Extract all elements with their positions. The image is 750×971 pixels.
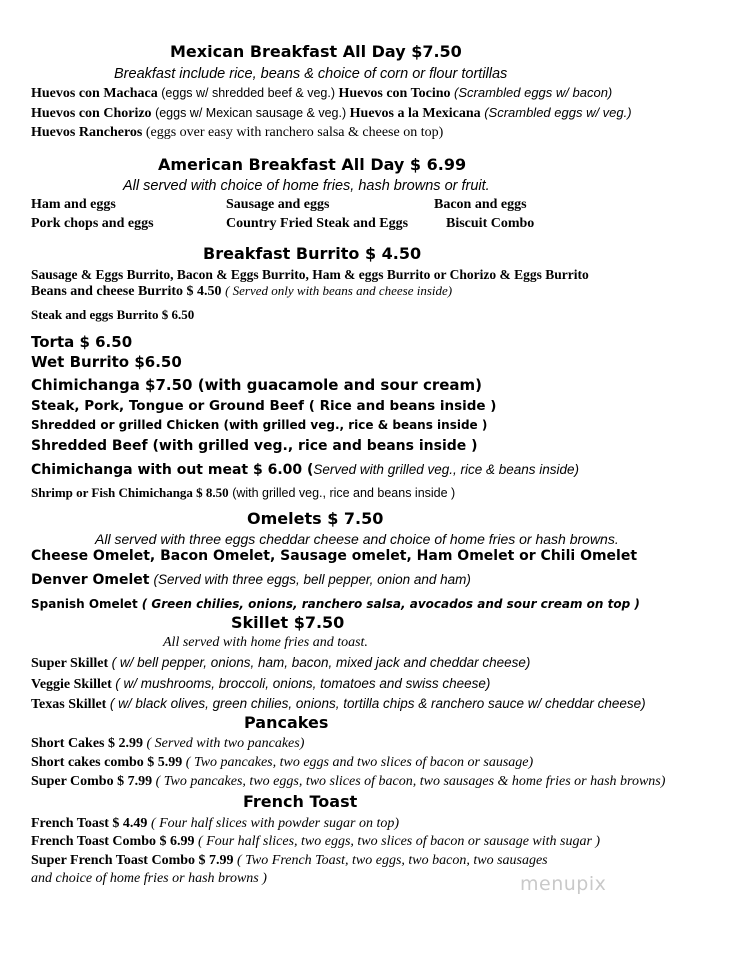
spanish-desc: ( Green chilies, onions, ranchero salsa, avocados and sour cream on top ) [141, 597, 640, 611]
omelets-subtitle: All served with three eggs cheddar cheese and choice of home fries or hash browns. [95, 531, 619, 547]
texas-skillet-desc: ( w/ black olives, green chilies, onions, tortilla chips & ranchero sauce w/ cheddar cheese) [109, 696, 646, 711]
texas-skillet-name: Texas Skillet [31, 697, 107, 712]
machaca-name: Huevos con Machaca [31, 86, 158, 101]
mexican-row-3 [31, 125, 443, 141]
super-french-desc-2: and choice of home fries or hash browns ) [31, 871, 267, 886]
chorizo-desc: (eggs w/ Mexican sausage & veg.) [155, 106, 347, 120]
mexican-subtitle: Breakfast include rice, beans & choice of corn or flour tortillas [114, 66, 508, 82]
shrimp-desc: (with grilled veg., rice and beans inside ) [232, 486, 456, 500]
beans-burrito-name: Beans and cheese Burrito $ 4.50 [31, 284, 222, 299]
skillet-title: Skillet $7.50 [231, 613, 345, 632]
shrimp-name: Shrimp or Fish Chimichanga $ 8.50 [31, 485, 229, 500]
machaca-desc: (eggs w/ shredded beef & veg.) [161, 86, 335, 100]
super-skillet-desc: ( w/ bell pepper, onions, ham, bacon, mixed jack and cheddar cheese) [111, 655, 531, 670]
texas-skillet [31, 696, 646, 713]
super-french-name: Super French Toast Combo $ 7.99 [31, 853, 234, 868]
french-toast-combo [31, 834, 600, 850]
chimichanga-no-meat [31, 461, 579, 479]
american-subtitle: All served with choice of home fries, hash browns or fruit. [123, 178, 490, 194]
tocino-name: Huevos con Tocino [338, 86, 451, 101]
mexican-row-1 [31, 85, 612, 102]
rancheros-name: Huevos Rancheros [31, 125, 143, 140]
veggie-skillet-name: Veggie Skillet [31, 677, 112, 692]
wet-burrito: Wet Burrito $6.50 [31, 353, 182, 371]
torta: Torta $ 6.50 [31, 333, 133, 351]
american-item: Bacon and eggs [434, 197, 527, 212]
mexican-row-2 [31, 105, 632, 122]
burrito-line-2 [31, 283, 452, 300]
chimichanga-chicken: Shredded or grilled Chicken (with grilled veg., rice & beans inside ) [31, 418, 488, 432]
chimichanga: Chimichanga $7.50 (with guacamole and sour cream) [31, 376, 483, 394]
french-combo-name: French Toast Combo $ 6.99 [31, 834, 195, 849]
no-meat-name: Chimichanga with out meat $ 6.00 ( [31, 462, 314, 478]
short-cakes-desc: ( Served with two pancakes) [146, 736, 305, 751]
chimichanga-beef: Shredded Beef (with grilled veg., rice and beans inside ) [31, 438, 478, 454]
spanish-omelet [31, 595, 640, 613]
denver-omelet [31, 571, 471, 589]
super-french-toast [31, 853, 548, 869]
super-combo-name: Super Combo $ 7.99 [31, 774, 153, 789]
american-item: Pork chops and eggs [31, 216, 154, 231]
super-combo [31, 774, 665, 790]
spanish-name: Spanish Omelet [31, 597, 138, 611]
rancheros-desc: (eggs over easy with ranchero salsa & cheese on top) [145, 125, 444, 140]
denver-name: Denver Omelet [31, 572, 150, 588]
french-toast-title: French Toast [243, 792, 358, 811]
burrito-line-1: Sausage & Eggs Burrito, Bacon & Eggs Burrito, Ham & eggs Burrito or Chorizo & Eggs Burrito [31, 267, 589, 282]
no-meat-desc: Served with grilled veg., rice & beans inside) [313, 462, 580, 477]
watermark: menupix [520, 873, 607, 895]
mexicana-desc: (Scrambled eggs w/ veg.) [484, 105, 632, 120]
short-cakes [31, 736, 304, 752]
burrito-title: Breakfast Burrito $ 4.50 [203, 244, 422, 263]
pancakes-title: Pancakes [244, 713, 329, 732]
french-combo-desc: ( Four half slices, two eggs, two slices of bacon or sausage with sugar ) [197, 834, 601, 849]
short-cakes-name: Short Cakes $ 2.99 [31, 736, 144, 751]
super-skillet [31, 655, 530, 672]
shrimp-chimichanga [31, 485, 455, 502]
omelets-list: Cheese Omelet, Bacon Omelet, Sausage omelet, Ham Omelet or Chili Omelet [31, 548, 638, 564]
veggie-skillet [31, 676, 490, 693]
super-skillet-name: Super Skillet [31, 656, 109, 671]
super-combo-desc: ( Two pancakes, two eggs, two slices of bacon, two sausages & home fries or hash browns) [155, 774, 666, 789]
mexicana-name: Huevos a la Mexicana [349, 106, 481, 121]
super-french-desc: ( Two French Toast, two eggs, two bacon, two sausages [237, 853, 548, 868]
beans-burrito-desc: ( Served only with beans and cheese inside) [225, 283, 453, 298]
denver-desc: (Served with three eggs, bell pepper, onion and ham) [153, 572, 471, 587]
short-cakes-combo [31, 755, 533, 771]
french-toast-desc: ( Four half slices with powder sugar on top) [150, 816, 400, 831]
tocino-desc: (Scrambled eggs w/ bacon) [454, 85, 613, 100]
american-item: Country Fried Steak and Eggs [226, 216, 409, 231]
mexican-title: Mexican Breakfast All Day $7.50 [170, 42, 462, 61]
veggie-skillet-desc: ( w/ mushrooms, broccoli, onions, tomatoes and swiss cheese) [115, 676, 491, 691]
skillet-subtitle: All served with home fries and toast. [163, 635, 368, 650]
chorizo-name: Huevos con Chorizo [31, 106, 152, 121]
french-toast-name: French Toast $ 4.49 [31, 816, 148, 831]
french-toast [31, 816, 399, 832]
omelets-title: Omelets $ 7.50 [247, 509, 384, 528]
american-item: Sausage and eggs [226, 197, 330, 212]
american-item: Biscuit Combo [446, 216, 535, 231]
chimichanga-meats: Steak, Pork, Tongue or Ground Beef ( Rice and beans inside ) [31, 398, 497, 414]
short-combo-desc: ( Two pancakes, two eggs and two slices of bacon or sausage) [185, 755, 534, 770]
american-title: American Breakfast All Day $ 6.99 [158, 155, 467, 174]
american-item: Ham and eggs [31, 197, 116, 212]
short-combo-name: Short cakes combo $ 5.99 [31, 755, 183, 770]
steak-burrito: Steak and eggs Burrito $ 6.50 [31, 307, 195, 322]
